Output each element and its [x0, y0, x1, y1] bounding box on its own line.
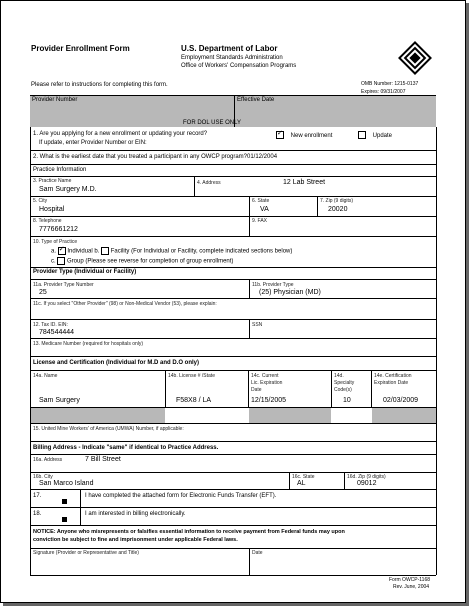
facility-checkbox[interactable]	[101, 247, 109, 255]
zip-label: 7. Zip (9 digits)	[320, 198, 354, 204]
new-enrollment-checkbox[interactable]	[276, 131, 284, 139]
q1-sub-text: If update, enter Provider Number or EIN:	[39, 140, 147, 146]
billing-state-value[interactable]: AL	[297, 480, 306, 487]
specialty-label: 14d. Specialty Code(s)	[334, 373, 355, 393]
notice-line-1: NOTICE: Anyone who misrepresents or falsifies essential information to receive payment from Federal funds may upon	[33, 529, 345, 535]
medicare-label: 13. Medicare Number (required for hospitals only)	[33, 341, 144, 347]
provider-type-value[interactable]: (25) Physician (MD)	[259, 289, 321, 296]
type-c-prefix: c.	[51, 258, 56, 265]
city-value[interactable]: Hospital	[39, 206, 65, 213]
license-expiration-label: 14c. Current Lic. Expiration Date	[251, 373, 283, 393]
department-name: U.S. Department of Labor	[181, 44, 278, 53]
billing-zip-value[interactable]: 09012	[357, 480, 377, 487]
signature-label: Signature (Provider or Representative and Title)	[33, 550, 139, 556]
form-title: Provider Enrollment Form	[31, 44, 130, 53]
form-number: Form OWCP-1168	[389, 577, 431, 583]
billing-address-label: 16a. Address	[33, 457, 63, 463]
expiration: Expires: 09/31/2007	[361, 89, 406, 95]
license-expiration-value[interactable]: 12/15/2005	[251, 397, 287, 404]
facility-label: Facility (For Individual or Facility, complete indicated sections below)	[110, 248, 293, 255]
license-name-label: 14a. Name	[33, 373, 58, 379]
other-provider-label: 11c. If you select "Other Provider" (98) or Non-Medical Vendor (53), please explain:	[33, 301, 217, 307]
grey-fill-3	[372, 408, 436, 423]
date-label: Date	[252, 550, 263, 556]
individual-label: Individual b.	[67, 248, 100, 255]
umwa-label: 15. United Mine Workers' of America (UMWA) Number, if applicable:	[33, 426, 184, 432]
provider-type-number-value[interactable]: 25	[39, 289, 47, 296]
form-revision: Rev. June, 2004	[393, 584, 430, 590]
q17-number: 17.	[33, 493, 42, 499]
license-heading: License and Certification (Individual for M.D and D.O only)	[33, 360, 200, 366]
dol-logo-icon	[398, 41, 432, 75]
practice-name-value[interactable]: Sam Surgery M.D.	[39, 186, 97, 193]
update-checkbox[interactable]	[358, 131, 366, 139]
billing-city-label: 16b. City	[33, 474, 53, 480]
state-label: 6. State	[252, 198, 270, 204]
telephone-label: 8. Telephone	[33, 218, 62, 224]
practice-name-label: 3. Practice Name	[33, 178, 72, 184]
license-name-value[interactable]: Sam Surgery	[39, 397, 80, 404]
certification-label: 14e. Certification Expiration Date	[374, 373, 412, 386]
update-label: Update	[372, 132, 393, 139]
license-number-value[interactable]: F58X8 / LA	[176, 397, 212, 404]
for-dol-use-only: FOR DOL USE ONLY	[183, 120, 242, 126]
city-label: 5. City	[33, 198, 48, 204]
agency-name: Employment Standards Administration	[181, 55, 283, 61]
q18-text: I am interested in billing electronically.	[85, 511, 186, 517]
tax-id-label: 12. Tax ID. EIN:	[33, 322, 68, 328]
state-value[interactable]: VA	[260, 206, 269, 213]
q18-number: 18.	[33, 511, 42, 517]
eft-checkbox[interactable]	[59, 493, 67, 511]
zip-value[interactable]: 20020	[328, 206, 348, 213]
omb-number: OMB Number: 1215-0137	[361, 81, 419, 87]
practice-heading: Practice Information	[33, 167, 87, 173]
provider-type-number-label: 11a. Provider Type Number	[33, 282, 94, 288]
billing-city-value[interactable]: San Marco Island	[39, 480, 94, 487]
group-checkbox[interactable]	[57, 257, 65, 265]
q2-text: 2. What is the earliest date that you treated a participant in any OWCP program?01/12/2004	[33, 154, 278, 160]
billing-heading: Billing Address - Indicate "same" if identical to Practice Address.	[33, 445, 219, 451]
address-label: 4. Address	[197, 180, 221, 186]
provider-type-heading: Provider Type (Individual or Facility)	[33, 269, 137, 275]
billing-zip-label: 16d. Zip (9 digits)	[347, 474, 386, 480]
notice-line-2: conviction be subject to fine and imprisonment under applicable Federal laws.	[33, 537, 238, 543]
practice-type-label: 10. Type of Practice	[33, 239, 78, 245]
instructions-text: Please refer to instructions for completing this form.	[31, 82, 168, 88]
provider-number-label: Provider Number	[32, 97, 78, 103]
office-name: Office of Workers' Compensation Programs	[181, 63, 297, 69]
tax-id-value[interactable]: 784544444	[39, 329, 75, 336]
provider-type-label: 11b. Provider Type	[252, 282, 294, 288]
q17-text: I have completed the attached form for Electronic Funds Transfer (EFT).	[85, 493, 277, 499]
grey-fill-2	[249, 408, 331, 423]
group-label: Group (Please see reverse for completion of group enrollment)	[67, 258, 234, 265]
certification-value[interactable]: 02/03/2009	[383, 397, 419, 404]
type-a-prefix: a.	[51, 248, 57, 255]
ssn-label: SSN	[252, 322, 263, 328]
billing-address-value[interactable]: 7 Bill Street	[85, 456, 121, 463]
individual-checkbox[interactable]	[58, 247, 66, 255]
billing-state-label: 16c. State	[292, 474, 315, 480]
specialty-value[interactable]: 10	[343, 397, 351, 404]
electronic-billing-checkbox[interactable]	[59, 511, 67, 529]
address-value[interactable]: 12 Lab Street	[283, 179, 326, 186]
license-number-label: 14b. License # /State	[168, 373, 215, 379]
new-enrollment-label: New enrollment	[290, 132, 333, 139]
effective-date-label: Effective Date	[237, 97, 275, 103]
q1-text: 1. Are you applying for a new enrollment or updating your record?	[33, 131, 208, 137]
grey-fill-1	[31, 408, 165, 423]
telephone-value[interactable]: 7776661212	[39, 226, 78, 233]
fax-label: 9. FAX	[252, 218, 268, 224]
